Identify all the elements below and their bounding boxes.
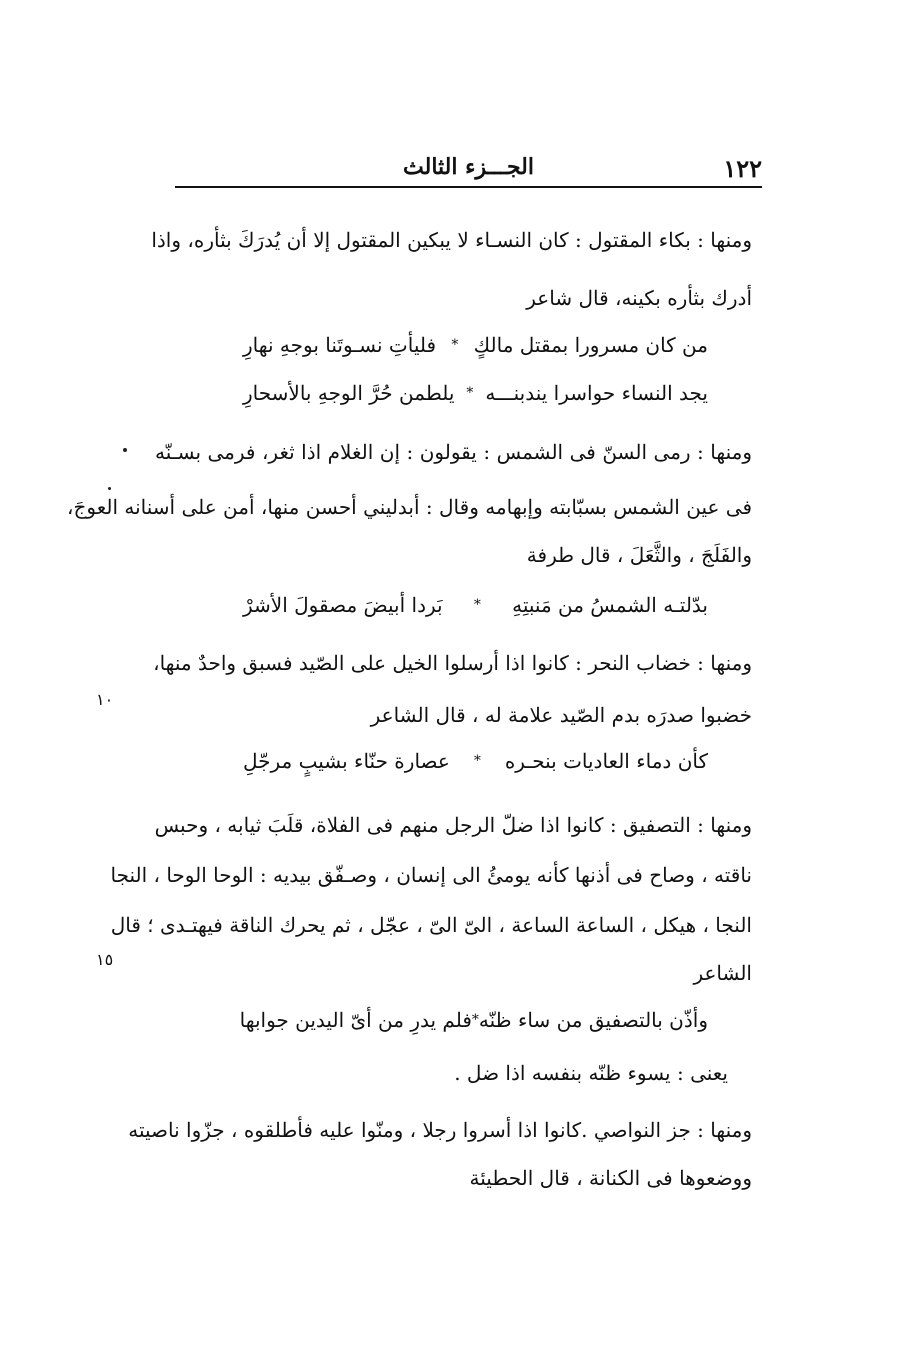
text-line: ومنها : بكاء المقتول : كان النسـاء لا يبكين المقتول إلا أن يُدرَكَ بثأره، واذا <box>151 228 752 252</box>
text-line: والفَلَجَ ، والثَّعَلَ ، قال طرفة <box>526 543 752 567</box>
text-line: ومنها : خضاب النحر : كانوا اذا أرسلوا الخيل على الصّيد فسبق واحدٌ منها، <box>153 651 752 675</box>
header-rule <box>175 186 762 188</box>
running-title: الجـــزء الثالث <box>403 154 534 180</box>
verse-line <box>243 330 708 360</box>
text-line: ومنها : رمى السنّ فى الشمس : يقولون : إن الغلام اذا ثغر، فرمى بسـنّه <box>155 440 752 464</box>
text-line: يعنى : يسوء ظنّه بنفسه اذا ضل . <box>454 1061 728 1085</box>
page-number: ١٢٢ <box>723 154 762 183</box>
verse-hemistich: من كان مسرورا بمقتل مالكٍ <box>473 333 708 357</box>
text-line: فى عين الشمس بسبّابته وإبهامه وقال : أبدليني أحسن منها، أمن على أسنانه العوجَ، <box>67 495 752 519</box>
margin-line-number: ١٠ <box>96 690 114 709</box>
verse-hemistich: كأن دماء العاديات بنحـره <box>504 749 708 773</box>
verse-hemistich: بدّلتـه الشمسُ من مَنبتِهِ <box>512 593 708 617</box>
text-line: الشاعر <box>693 961 752 985</box>
verse-hemistich: بَردا أبيضَ مصقولَ الأشرْ <box>243 593 443 617</box>
verse-line <box>243 378 708 408</box>
margin-line-number: ١٥ <box>96 950 114 969</box>
text-line: خضبوا صدرَه بدم الصّيد علامة له ، قال الشاعر <box>370 703 752 727</box>
text-line: ومنها : جز النواصي .كانوا اذا أسروا رجلا ، ومنّوا عليه فأطلقوه ، جزّوا ناصيته <box>128 1118 752 1142</box>
verse-hemistich: عصارة حنّاء بشيبٍ مرجّلِ <box>243 749 450 773</box>
verse-hemistich: يجد النساء حواسرا يندبنـــه <box>485 381 708 405</box>
verse-line <box>243 590 708 620</box>
scan-speck <box>123 448 127 452</box>
verse-hemistich: فليأتِ نسـوتَنا بوجهِ نهارِ <box>243 333 437 357</box>
verse-separator: * <box>466 385 474 401</box>
verse-separator: * <box>473 753 481 769</box>
verse-line <box>239 1005 708 1035</box>
text-line: النجا ، هيكل ، الساعة الساعة ، الىّ الىّ ، عجّل ، ثم يحرك الناقة فيهتـدى ؛ قال <box>110 913 752 937</box>
verse-separator: * <box>473 597 481 613</box>
verse-hemistich: فلم يدرِ من أىّ اليدين جوابها <box>239 1008 472 1032</box>
page-header <box>175 150 762 182</box>
verse-line <box>243 746 708 776</box>
verse-separator: * <box>471 1012 479 1028</box>
verse-hemistich: يلطمن حُرَّ الوجهِ بالأسحارِ <box>243 381 455 405</box>
verse-separator: * <box>451 337 459 353</box>
verse-hemistich: وأذّن بالتصفيق من ساء ظنّه <box>478 1008 708 1032</box>
text-line: ووضعوها فى الكنانة ، قال الحطيئة <box>469 1166 752 1190</box>
text-line: ناقته ، وصاح فى أذنها كأنه يومئُ الى إنسان ، وصـفّق بيديه : الوحا الوحا ، النجا <box>110 863 752 887</box>
text-line: ومنها : التصفيق : كانوا اذا ضلّ الرجل منهم فى الفلاة، قلَبَ ثيابه ، وحبس <box>154 813 752 837</box>
scan-speck <box>108 487 111 490</box>
text-line: أدرك بثأره بكينه، قال شاعر <box>526 286 752 310</box>
